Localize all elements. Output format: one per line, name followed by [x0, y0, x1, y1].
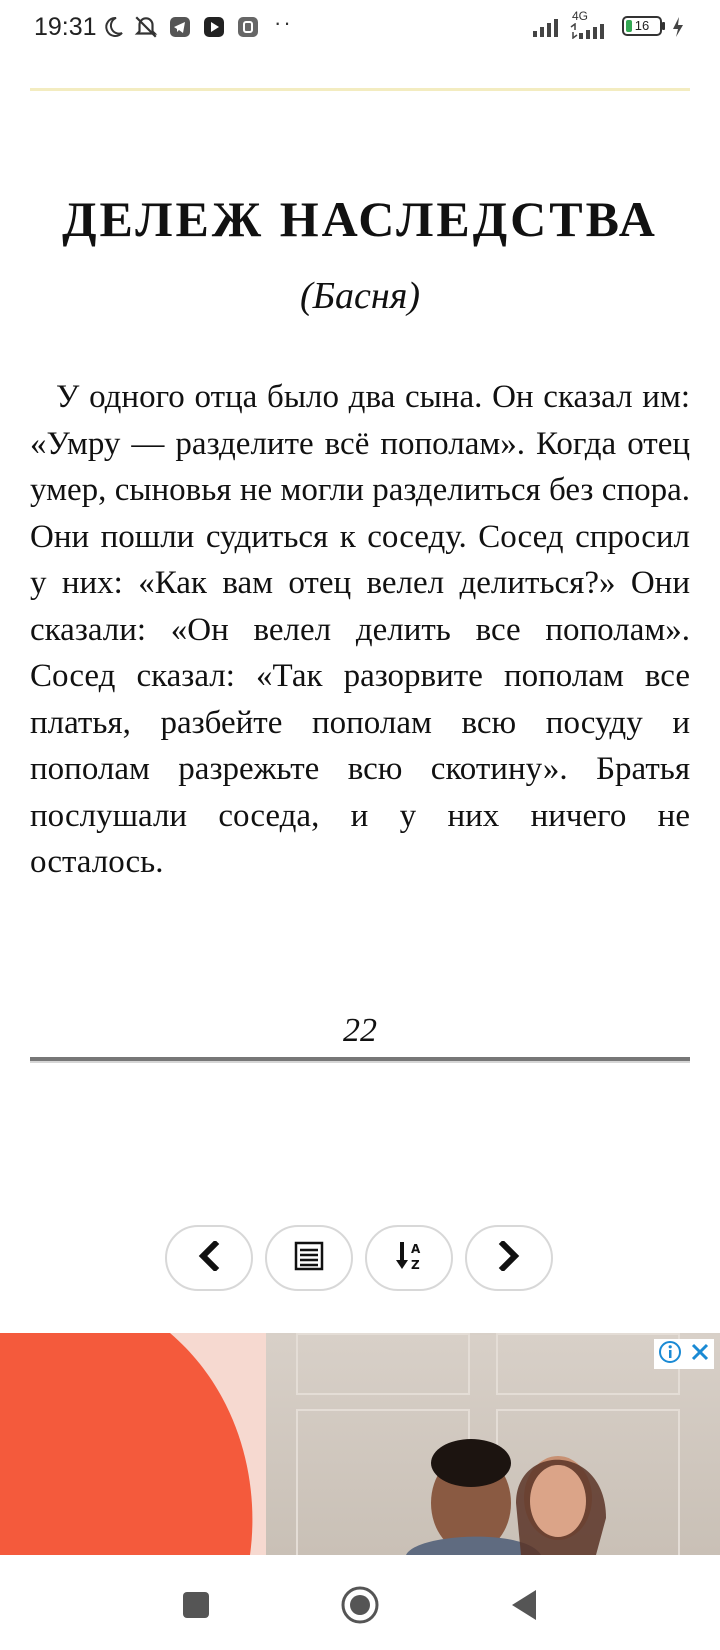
chevron-left-icon — [196, 1241, 222, 1276]
more-icon: ·· — [274, 10, 293, 35]
youtube-icon — [202, 14, 226, 40]
ad-controls — [654, 1339, 714, 1369]
svg-text:Z: Z — [411, 1257, 420, 1272]
status-time: 19:31 — [34, 13, 97, 41]
table-of-contents-button[interactable] — [265, 1225, 353, 1291]
advertisement-banner[interactable] — [0, 1333, 720, 1555]
ad-photo — [266, 1333, 720, 1555]
top-divider — [30, 88, 690, 91]
signal-icon — [532, 14, 562, 40]
battery-level: 16 — [634, 18, 650, 33]
app-icon — [236, 14, 260, 40]
network-type-label: 4G — [572, 9, 589, 23]
signal-4g-icon — [568, 22, 610, 40]
system-navigation-bar — [0, 1555, 720, 1650]
bottom-divider — [30, 1057, 690, 1063]
close-icon[interactable] — [690, 1342, 710, 1367]
sort-az-icon — [394, 1240, 424, 1277]
previous-page-button[interactable] — [165, 1225, 253, 1291]
bell-muted-icon — [132, 14, 160, 40]
recent-apps-icon[interactable] — [176, 1585, 216, 1625]
page-number: 22 — [343, 1012, 377, 1049]
list-icon — [294, 1241, 324, 1276]
svg-text:A: A — [411, 1241, 421, 1256]
status-bar — [0, 0, 720, 54]
next-page-button[interactable] — [465, 1225, 553, 1291]
sort-az-button[interactable] — [365, 1225, 453, 1291]
battery-tip — [662, 22, 665, 30]
chevron-right-icon — [496, 1241, 522, 1276]
info-icon[interactable] — [658, 1340, 682, 1369]
story-text: У одного отца было два сына. Он сказал им: «Умру — разделите всё пополам». Когда отец умер, сыновья не могли разделиться без спора. Они пошли судиться к соседу. Сосед спросил у них: «Как вам отец велел делиться?» Они сказали: «Он велел делить все пополам». Сосед сказал: «Так разорвите пополам все платья, разбейте пополам всю посуду и пополам разрежьте всю скотину». Братья послушали соседа, и у них ничего не осталось. — [30, 379, 690, 880]
moon-icon — [100, 14, 126, 40]
back-icon[interactable] — [504, 1585, 544, 1625]
charging-icon — [670, 14, 686, 40]
story-title: ДЕЛЕЖ НАСЛЕДСТВА — [62, 191, 658, 247]
story-subtitle: (Басня) — [299, 275, 421, 317]
home-icon[interactable] — [340, 1585, 380, 1625]
ad-graphic — [0, 1333, 266, 1555]
battery-icon — [622, 16, 662, 36]
telegram-icon — [168, 14, 192, 40]
